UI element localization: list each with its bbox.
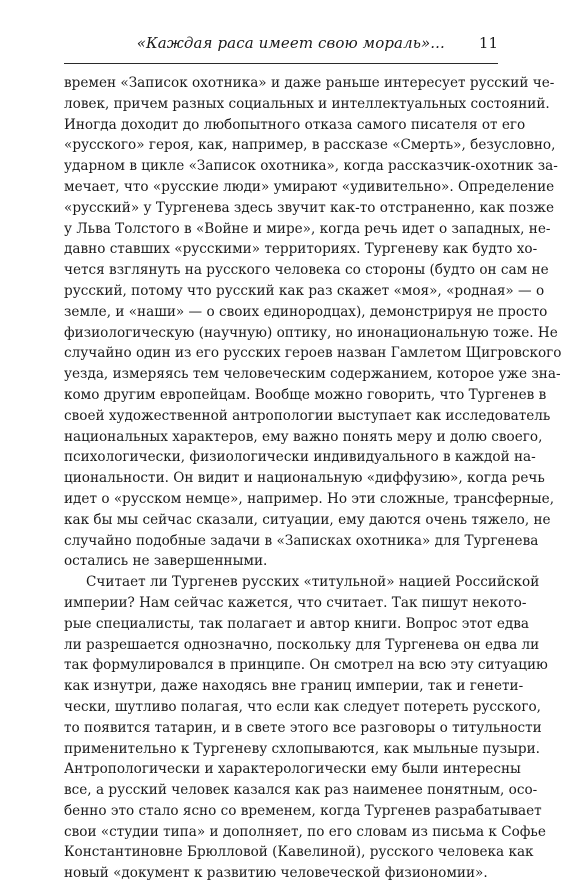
text-line: так формулировался в принципе. Он смотрел на всю эту ситуацию <box>64 657 548 674</box>
page-number: 11 <box>478 34 498 52</box>
text-line: свои «студии типа» и дополняет, по его словам из письма к Софье <box>64 823 546 840</box>
text-line: комо другим европейцам. Вообще можно говорить, что Тургенев в <box>64 386 547 403</box>
text-line: земле, и «наши» — о своих единородцах), демонстрируя не просто <box>64 303 548 320</box>
text-line: чется взглянуть на русского человека со стороны (будто он сам не <box>64 262 549 279</box>
page-header <box>64 34 498 62</box>
text-line: случайно подобные задачи в «Записках охотника» для Тургенева <box>64 532 539 549</box>
text-line: национальных характеров, ему важно понять меру и долю своего, <box>64 428 543 445</box>
text-line: империи? Нам сейчас кажется, что считает. Так пишут некото- <box>64 594 527 611</box>
text-line: ловек, причем разных социальных и интеллектуальных состояний. <box>64 95 550 112</box>
text-line: «русского» героя, как, например, в рассказе «Смерть», безусловно, <box>64 137 556 154</box>
text-line: времен «Записок охотника» и даже раньше интересует русский че- <box>64 75 555 91</box>
text-line: Антропологически и характерологически ему были интересны <box>64 761 521 778</box>
text-line: у Льва Толстого в «Войне и мире», когда речь идет о западных, не- <box>64 220 551 237</box>
text-line: Считает ли Тургенев русских «титульной» нацией Российской <box>86 574 540 591</box>
text-line: «русский» у Тургенева здесь звучит как-то отстраненно, как позже <box>64 199 555 216</box>
text-line: новый «документ к развитию человеческой физиономии». <box>64 865 488 882</box>
text-line: остались не завершенными. <box>64 553 268 570</box>
text-line: уезда, измеряясь тем человеческим содержанием, которое уже зна- <box>64 366 561 383</box>
text-line: идет о «русском немце», например. Но эти сложные, трансферные, <box>64 490 555 507</box>
text-line: чески, шутливо полагая, что если как следует потереть русского, <box>64 698 541 715</box>
text-line: физиологическую (научную) оптику, но инонациональную тоже. Не <box>64 324 558 341</box>
text-line: Иногда доходит до любопытного отказа самого писателя от его <box>64 116 526 133</box>
text-line: русский, потому что русский как раз скажет «моя», «родная» — о <box>64 282 545 299</box>
text-line: случайно один из его русских героев назван Гамлетом Щигровского <box>64 345 562 362</box>
text-line: то появится татарин, и в свете этого все разговоры о титульности <box>64 719 542 736</box>
text-line: рые специалисты, так полагает и автор книги. Вопрос этот едва <box>64 615 530 632</box>
text-line: применительно к Тургеневу схлопываются, как мыльные пузыри. <box>64 740 540 757</box>
text-line: все, а русский человек казался как раз наименее понятным, осо- <box>64 782 538 799</box>
text-line: циональности. Он видит и национальную «диффузию», когда речь <box>64 470 545 487</box>
text-line: как бы мы сейчас сказали, ситуации, ему даются очень тяжело, не <box>64 511 551 528</box>
running-title: «Каждая раса имеет свою мораль»... <box>136 34 445 52</box>
text-line: как изнутри, даже находясь вне границ империи, так и генети- <box>64 678 524 695</box>
text-line: своей художественной антропологии выступает как исследователь <box>64 407 551 424</box>
text-line: психологически, физиологически индивидуального в каждой на- <box>64 449 536 466</box>
text-line: мечает, что «русские люди» умирают «удивительно». Определение <box>64 178 555 195</box>
text-line: Константиновне Брюлловой (Кавелиной), русского человека как <box>64 844 534 861</box>
header-rule <box>64 63 498 64</box>
text-line: бенно это стало ясно со временем, когда Тургенев разрабатывает <box>64 802 542 819</box>
body-text <box>64 73 562 884</box>
text-line: ударном в цикле «Записок охотника», когда рассказчик-охотник за- <box>64 158 558 175</box>
text-line: ли разрешается однозначно, поскольку для Тургенева он едва ли <box>64 636 540 653</box>
text-line: давно ставших «русскими» территориях. Тургеневу как будто хо- <box>64 241 538 258</box>
